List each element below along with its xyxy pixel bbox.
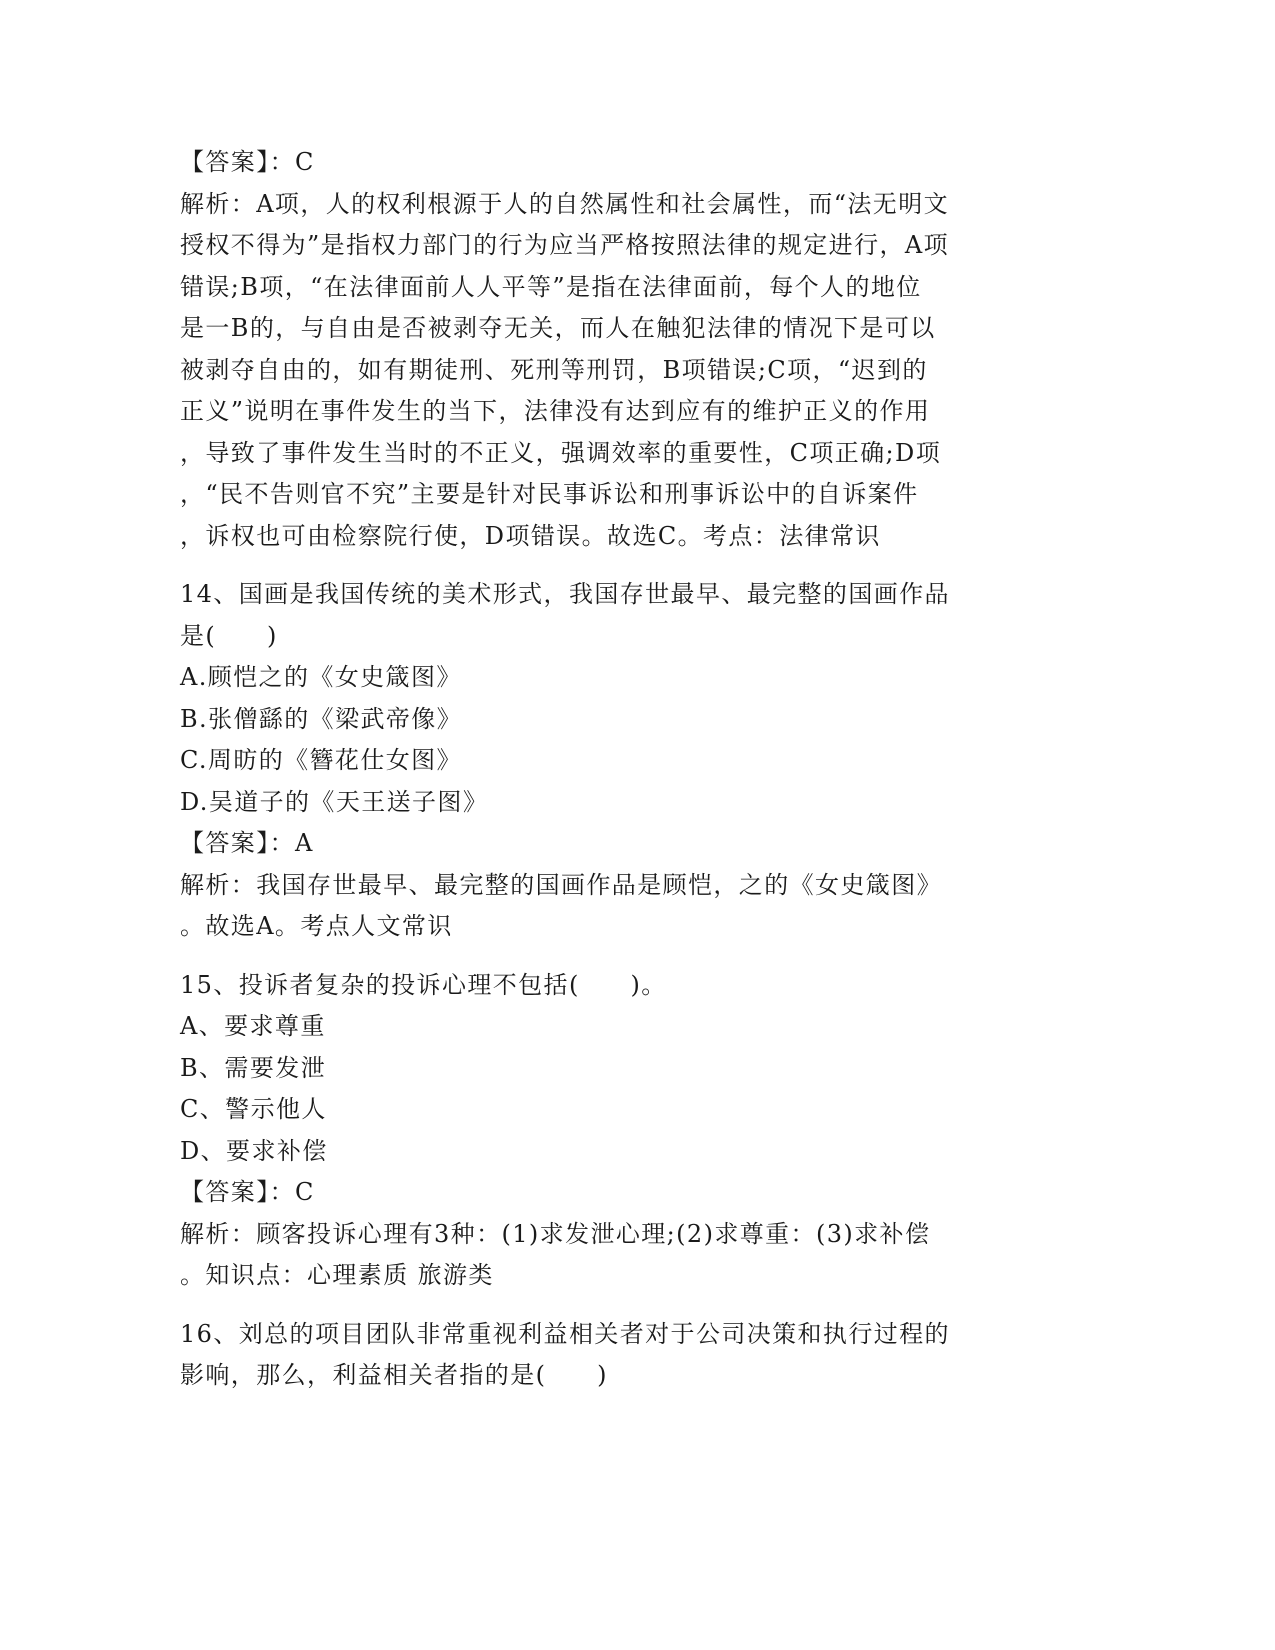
option-d: D.吴道子的《天王送子图》	[180, 787, 489, 816]
document-page	[180, 142, 1060, 1397]
question-stem: 16、刘总的项目团队非常重视利益相关者对于公司决策和执行过程的	[180, 1319, 950, 1348]
answer-line: 【答案】：C	[180, 1178, 315, 1206]
analysis-line: ，诉权也可由检察院行使，D项错误。故选C。考点：法律常识	[180, 521, 881, 550]
answer-line: 【答案】：A	[180, 829, 314, 857]
analysis-line: 解析：A项，人的权利根源于人的自然属性和社会属性，而“法无明文	[180, 189, 949, 218]
answer-line: 【答案】：C	[180, 148, 315, 176]
analysis-line: 。故选A。考点人文常识	[180, 912, 453, 940]
question-stem: 是( )	[180, 621, 278, 650]
analysis-line: 被剥夺自由的，如有期徒刑、死刑等刑罚，B项错误;C项，“迟到的	[180, 355, 928, 384]
analysis-line: ，“民不告则官不究”主要是针对民事诉讼和刑事诉讼中的自诉案件	[180, 480, 919, 508]
analysis-line: 错误;B项，“在法律面前人人平等”是指在法律面前，每个人的地位	[180, 272, 922, 301]
option-c: C.周昉的《簪花仕女图》	[180, 746, 462, 774]
option-b: B、需要发泄	[180, 1053, 327, 1082]
option-d: D、要求补偿	[180, 1136, 328, 1165]
analysis-line: 授权不得为”是指权力部门的行为应当严格按照法律的规定进行，A项	[180, 231, 949, 259]
question-stem: 14、国画是我国传统的美术形式，我国存世最早、最完整的国画作品	[180, 580, 950, 608]
analysis-line: 。知识点：心理素质 旅游类	[180, 1261, 494, 1289]
question-14	[180, 574, 1060, 948]
option-a: A.顾恺之的《女史箴图》	[180, 663, 462, 691]
option-c: C、警示他人	[180, 1095, 327, 1123]
question-16	[180, 1314, 1060, 1397]
option-a: A、要求尊重	[180, 1012, 326, 1040]
analysis-line: 正义”说明在事件发生的当下，法律没有达到应有的维护正义的作用	[180, 397, 931, 425]
answer-block-13	[180, 142, 1060, 557]
question-15	[180, 965, 1060, 1297]
analysis-line: ，导致了事件发生当时的不正义，强调效率的重要性，C项正确;D项	[180, 438, 942, 467]
analysis-line: 是一B的，与自由是否被剥夺无关，而人在触犯法律的情况下是可以	[180, 314, 936, 342]
analysis-line: 解析：顾客投诉心理有3种：(1)求发泄心理;(2)求尊重：(3)求补偿	[180, 1219, 931, 1248]
question-stem: 15、投诉者复杂的投诉心理不包括( )。	[180, 970, 667, 999]
option-b: B.张僧繇的《梁武帝像》	[180, 704, 463, 733]
analysis-line: 解析：我国存世最早、最完整的国画作品是顾恺，之的《女史箴图》	[180, 870, 942, 899]
question-stem: 影响，那么，利益相关者指的是( )	[180, 1361, 608, 1389]
